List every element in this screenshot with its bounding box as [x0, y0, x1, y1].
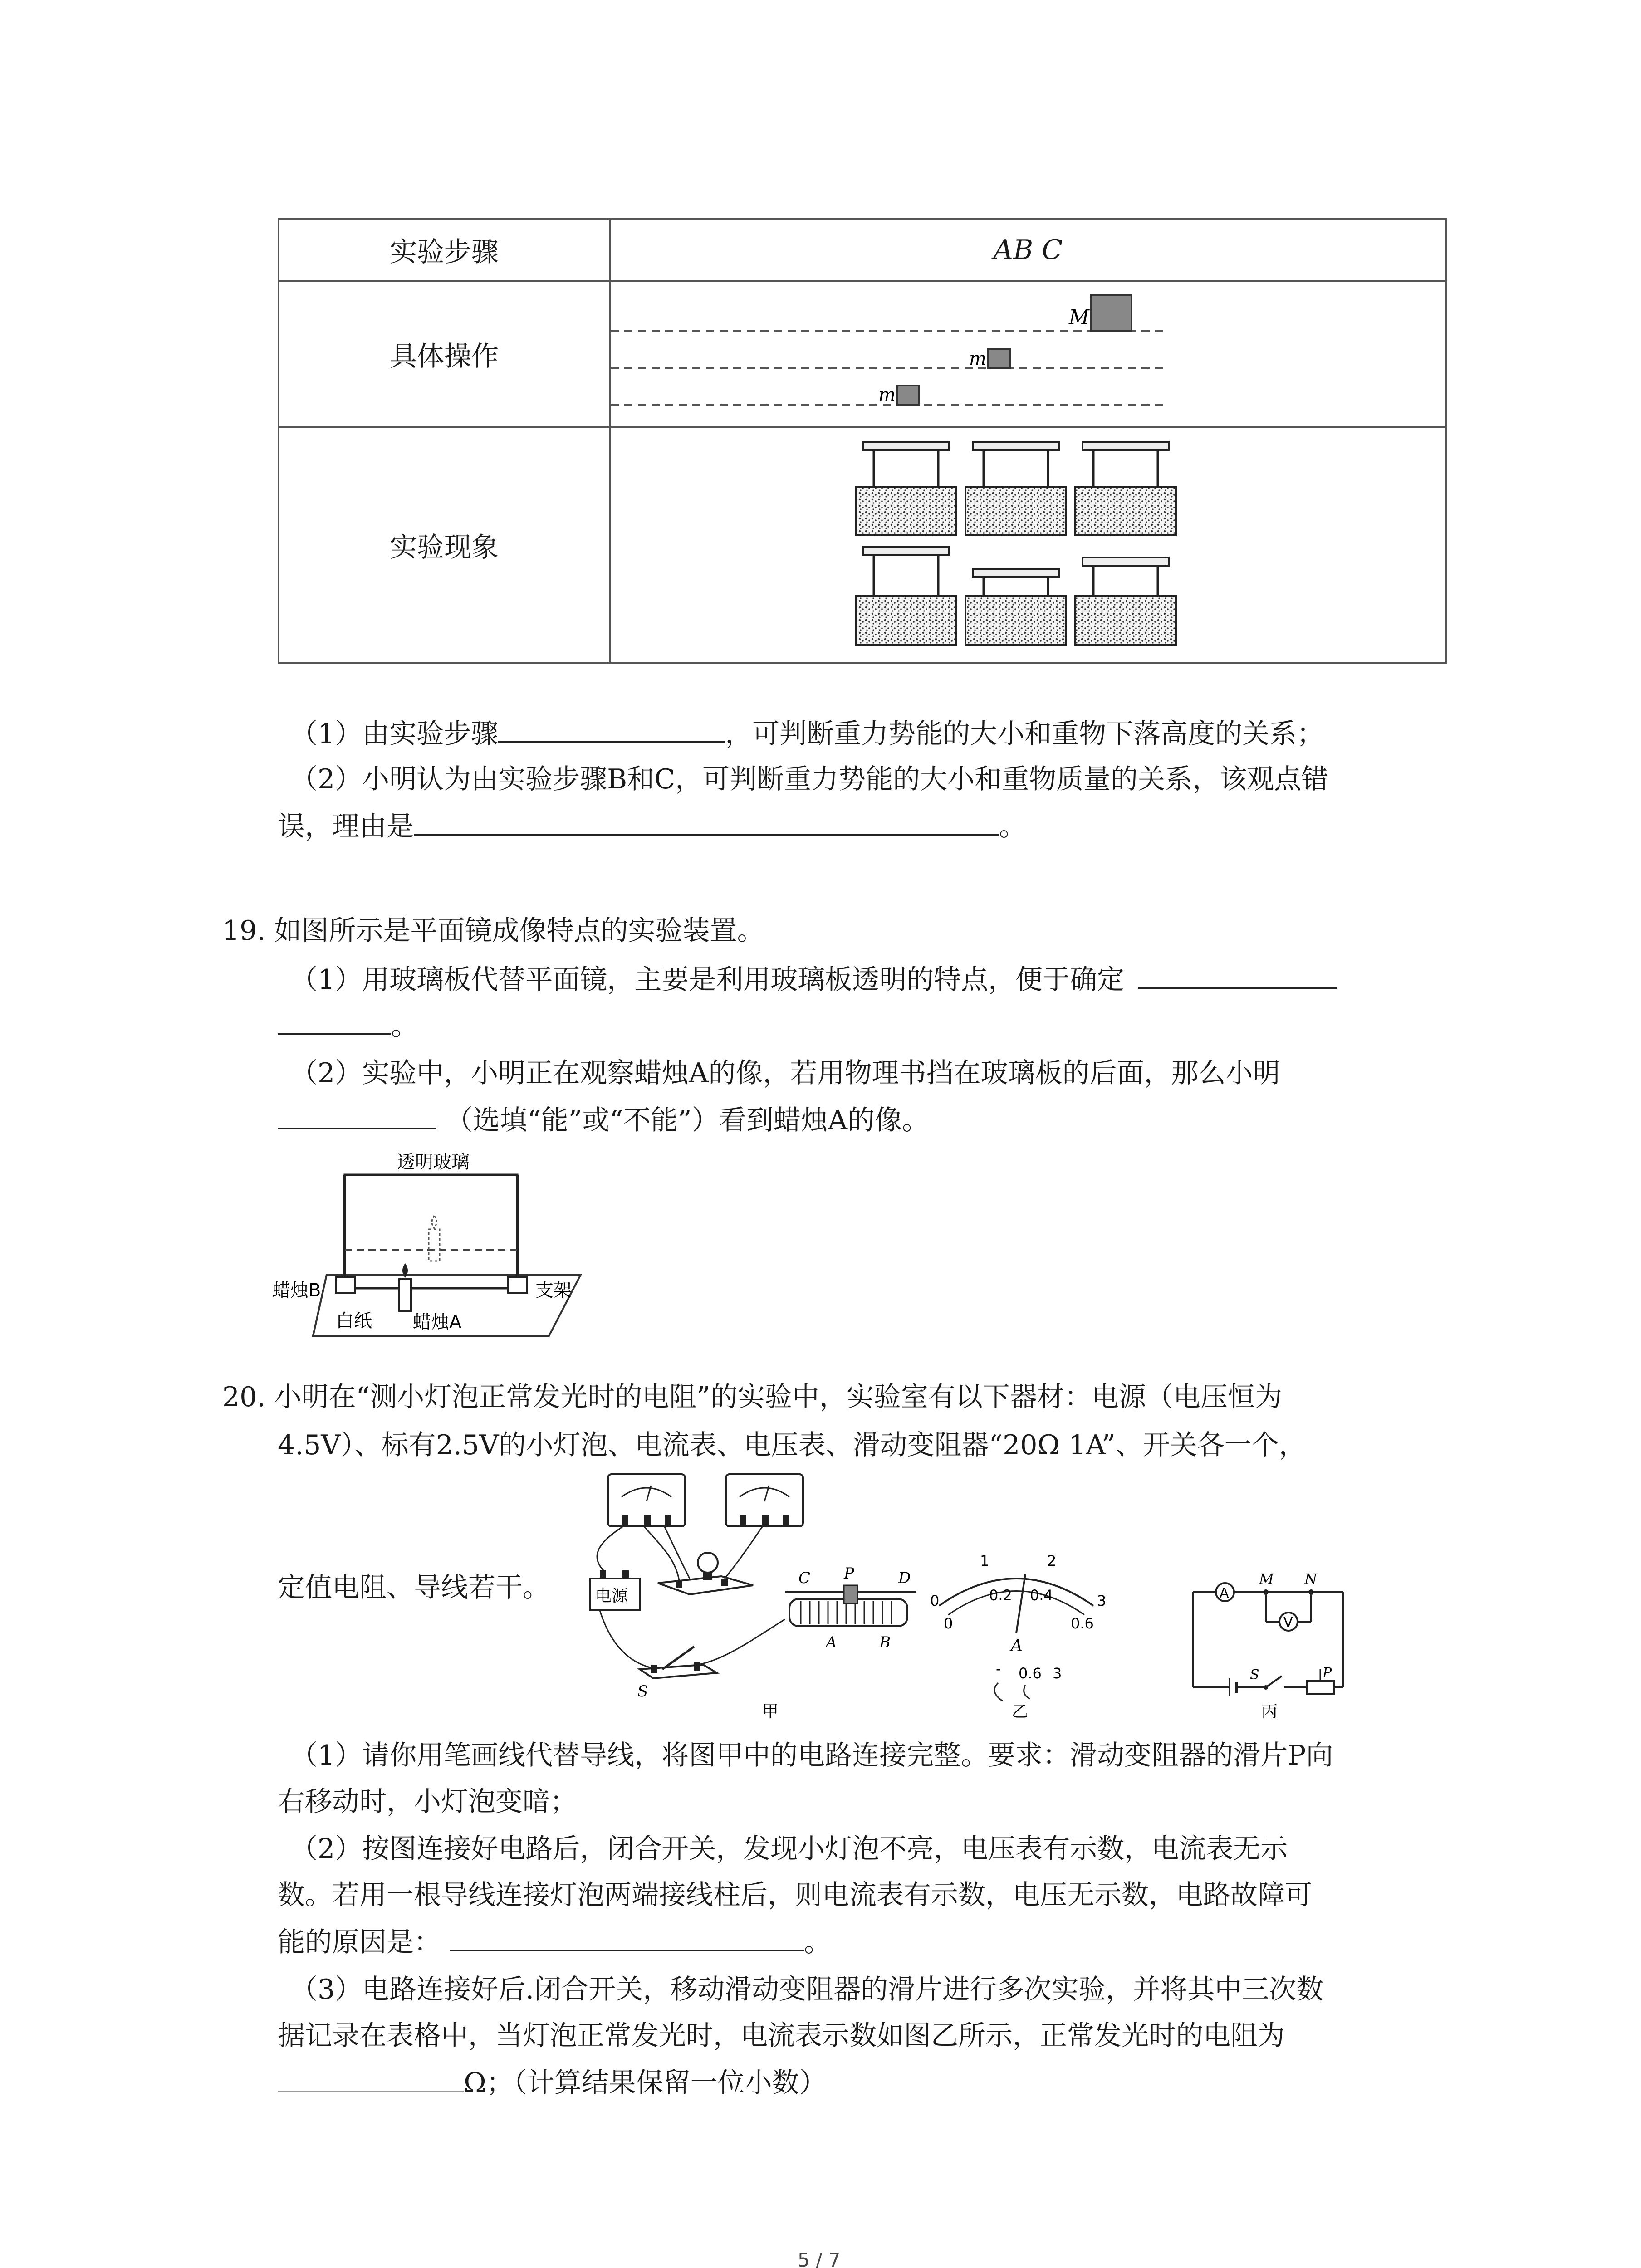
- label-power: 电源: [595, 1587, 628, 1605]
- label-candle-a: 蜡烛A: [413, 1312, 462, 1333]
- label-figure-bing: 丙: [1261, 1702, 1278, 1721]
- candle-a: [399, 1279, 411, 1311]
- dial-bot-2: 0.4: [1030, 1587, 1053, 1604]
- dial-top-3: 3: [1097, 1592, 1107, 1609]
- schematic-label-m: M: [1259, 1570, 1274, 1588]
- sand-box-bottom-2: [965, 569, 1066, 645]
- table-label-operation: 具体操作: [279, 281, 610, 427]
- dial-bot-1: 0.2: [989, 1587, 1012, 1604]
- table-steps-value: AB C: [610, 219, 1446, 281]
- q20-blank-3[interactable]: [278, 2086, 464, 2092]
- phenomenon-figure-cell: [610, 427, 1446, 663]
- weight-M: [1091, 295, 1132, 331]
- voltmeter-device: [726, 1474, 803, 1527]
- switch-device: [637, 1647, 717, 1701]
- dial-bot-0: 0: [944, 1615, 953, 1632]
- q19-blank-1a[interactable]: [1138, 982, 1337, 989]
- ammeter-device: [608, 1474, 685, 1527]
- label-figure-jia: 甲: [762, 1702, 779, 1721]
- sand-box-top-3: [1075, 442, 1176, 535]
- sand-box-bottom-3: [1075, 557, 1176, 645]
- q20-part1-line2: 右移动时，小灯泡变暗；: [278, 1786, 577, 1818]
- q19-blank-2[interactable]: [278, 1123, 436, 1129]
- q19-part2-line2: （选填“能”或“不能”）看到蜡烛A的像。: [278, 1102, 929, 1139]
- q20-part3-line3: Ω；（计算结果保留一位小数）: [278, 2065, 827, 2101]
- stand-left-block: [336, 1277, 355, 1293]
- weight-m-1-label: m: [969, 348, 986, 369]
- rheostat-label-d: D: [898, 1569, 911, 1587]
- sand-box-top-1: [856, 442, 956, 535]
- q19-part1-line2: 。: [278, 1008, 418, 1044]
- label-glass: 透明玻璃: [397, 1152, 470, 1173]
- dial-letter-a: A: [1011, 1637, 1023, 1655]
- operation-figure-cell: [610, 281, 1446, 427]
- weight-M-label: M: [1069, 306, 1090, 329]
- rheostat-label-a: A: [826, 1633, 837, 1652]
- q19-stem: 19. 如图所示是平面镜成像特点的实验装置。: [222, 915, 764, 947]
- table-label-steps: 实验步骤: [279, 219, 610, 281]
- q20-stem-line1: 20. 小明在“测小灯泡正常发光时的电阻”的实验中，实验室有以下器材：电源（电压恒为: [222, 1381, 1282, 1413]
- circuit-figure: [572, 1470, 1397, 1724]
- schematic-label-n: N: [1304, 1570, 1317, 1588]
- q18-blank-2[interactable]: [414, 829, 999, 836]
- dial-top-1: 1: [980, 1552, 989, 1569]
- q20-part1-line1: （1）请你用笔画线代替导线，将图甲中的电路连接完整。要求：滑动变阻器的滑片P向: [290, 1740, 1333, 1771]
- q19-part2-line1: （2）实验中，小明正在观察蜡烛A的像，若用物理书挡在玻璃板的后面，那么小明: [290, 1057, 1280, 1089]
- table-label-phenomenon: 实验现象: [279, 427, 610, 663]
- weight-m-1: [988, 349, 1010, 368]
- q18-part1: （1）由实验步骤 ，可判断重力势能的大小和重物下落高度的关系；: [290, 718, 1324, 750]
- dial-term-minus: -: [996, 1660, 1001, 1677]
- dial-top-0: 0: [930, 1592, 940, 1609]
- experiment-table: [278, 218, 1447, 664]
- schematic-label-p: P: [1323, 1665, 1332, 1681]
- q20-part2-line1: （2）按图连接好电路后，闭合开关，发现小灯泡不亮，电压表有示数，电流表无示: [290, 1833, 1288, 1865]
- q18-part2-line1: （2）小明认为由实验步骤B和C，可判断重力势能的大小和重物质量的关系，该观点错: [290, 763, 1329, 795]
- ammeter-dial: [930, 1552, 1106, 1701]
- q19-part1-line1: （1）用玻璃板代替平面镜，主要是利用玻璃板透明的特点，便于确定: [290, 962, 1337, 998]
- dial-term-3: 3: [1053, 1665, 1062, 1682]
- label-figure-yi: 乙: [1012, 1702, 1029, 1721]
- bulb-holder: [658, 1553, 753, 1594]
- label-white-paper: 白纸: [336, 1310, 372, 1331]
- schematic-voltmeter-label: V: [1283, 1615, 1293, 1631]
- q20-part2-line2: 数。若用一根导线连接灯泡两端接线柱后，则电流表有示数，电压无示数，电路故障可: [278, 1879, 1312, 1911]
- schematic-ammeter-label: A: [1220, 1585, 1229, 1601]
- q19-blank-1b[interactable]: [278, 1029, 391, 1035]
- label-candle-b: 蜡烛B: [272, 1280, 321, 1301]
- page-number: 5 / 7: [798, 2249, 841, 2268]
- q18-blank-1[interactable]: [498, 737, 725, 743]
- q20-stem-line2: 4.5V）、标有2.5V的小灯泡、电流表、电压表、滑动变阻器“20Ω 1A”、开关各一个，: [278, 1429, 1306, 1461]
- stand-right-block: [508, 1277, 527, 1293]
- q20-part3-line2: 据记录在表格中，当灯泡正常发光时，电流表示数如图乙所示，正常发光时的电阻为: [278, 2020, 1285, 2052]
- sand-table-figure: [611, 428, 1445, 662]
- q20-part3-line1: （3）电路连接好后.闭合开关，移动滑动变阻器的滑片进行多次实验，并将其中三次数: [290, 1974, 1324, 2005]
- sand-box-bottom-1: [856, 547, 956, 645]
- rheostat-device: [785, 1564, 916, 1652]
- label-stand: 支架: [535, 1280, 572, 1301]
- dial-top-2: 2: [1047, 1552, 1057, 1569]
- weight-m-2: [897, 386, 919, 405]
- circuit-schematic: [1193, 1570, 1343, 1696]
- q20-part2-line3: 能的原因是： 。: [278, 1926, 831, 1958]
- dial-bot-3: 0.6: [1071, 1615, 1094, 1632]
- drop-height-figure: [611, 282, 1445, 426]
- schematic-label-s: S: [1250, 1667, 1259, 1683]
- sand-box-top-2: [965, 442, 1066, 535]
- dial-term-06: 0.6: [1019, 1665, 1042, 1682]
- plane-mirror-figure: [272, 1143, 590, 1347]
- q20-blank-2[interactable]: [450, 1945, 804, 1951]
- q20-stem-line3: 定值电阻、导线若干。: [278, 1572, 550, 1603]
- rheostat-label-b: B: [879, 1633, 891, 1652]
- weight-m-2-label: m: [878, 385, 896, 406]
- power-supply: [590, 1570, 640, 1610]
- rheostat-label-p: P: [844, 1564, 854, 1583]
- q18-part2-line2: 误，理由是 。: [278, 811, 1026, 842]
- rheostat-label-c: C: [798, 1569, 811, 1587]
- label-switch: S: [637, 1682, 648, 1701]
